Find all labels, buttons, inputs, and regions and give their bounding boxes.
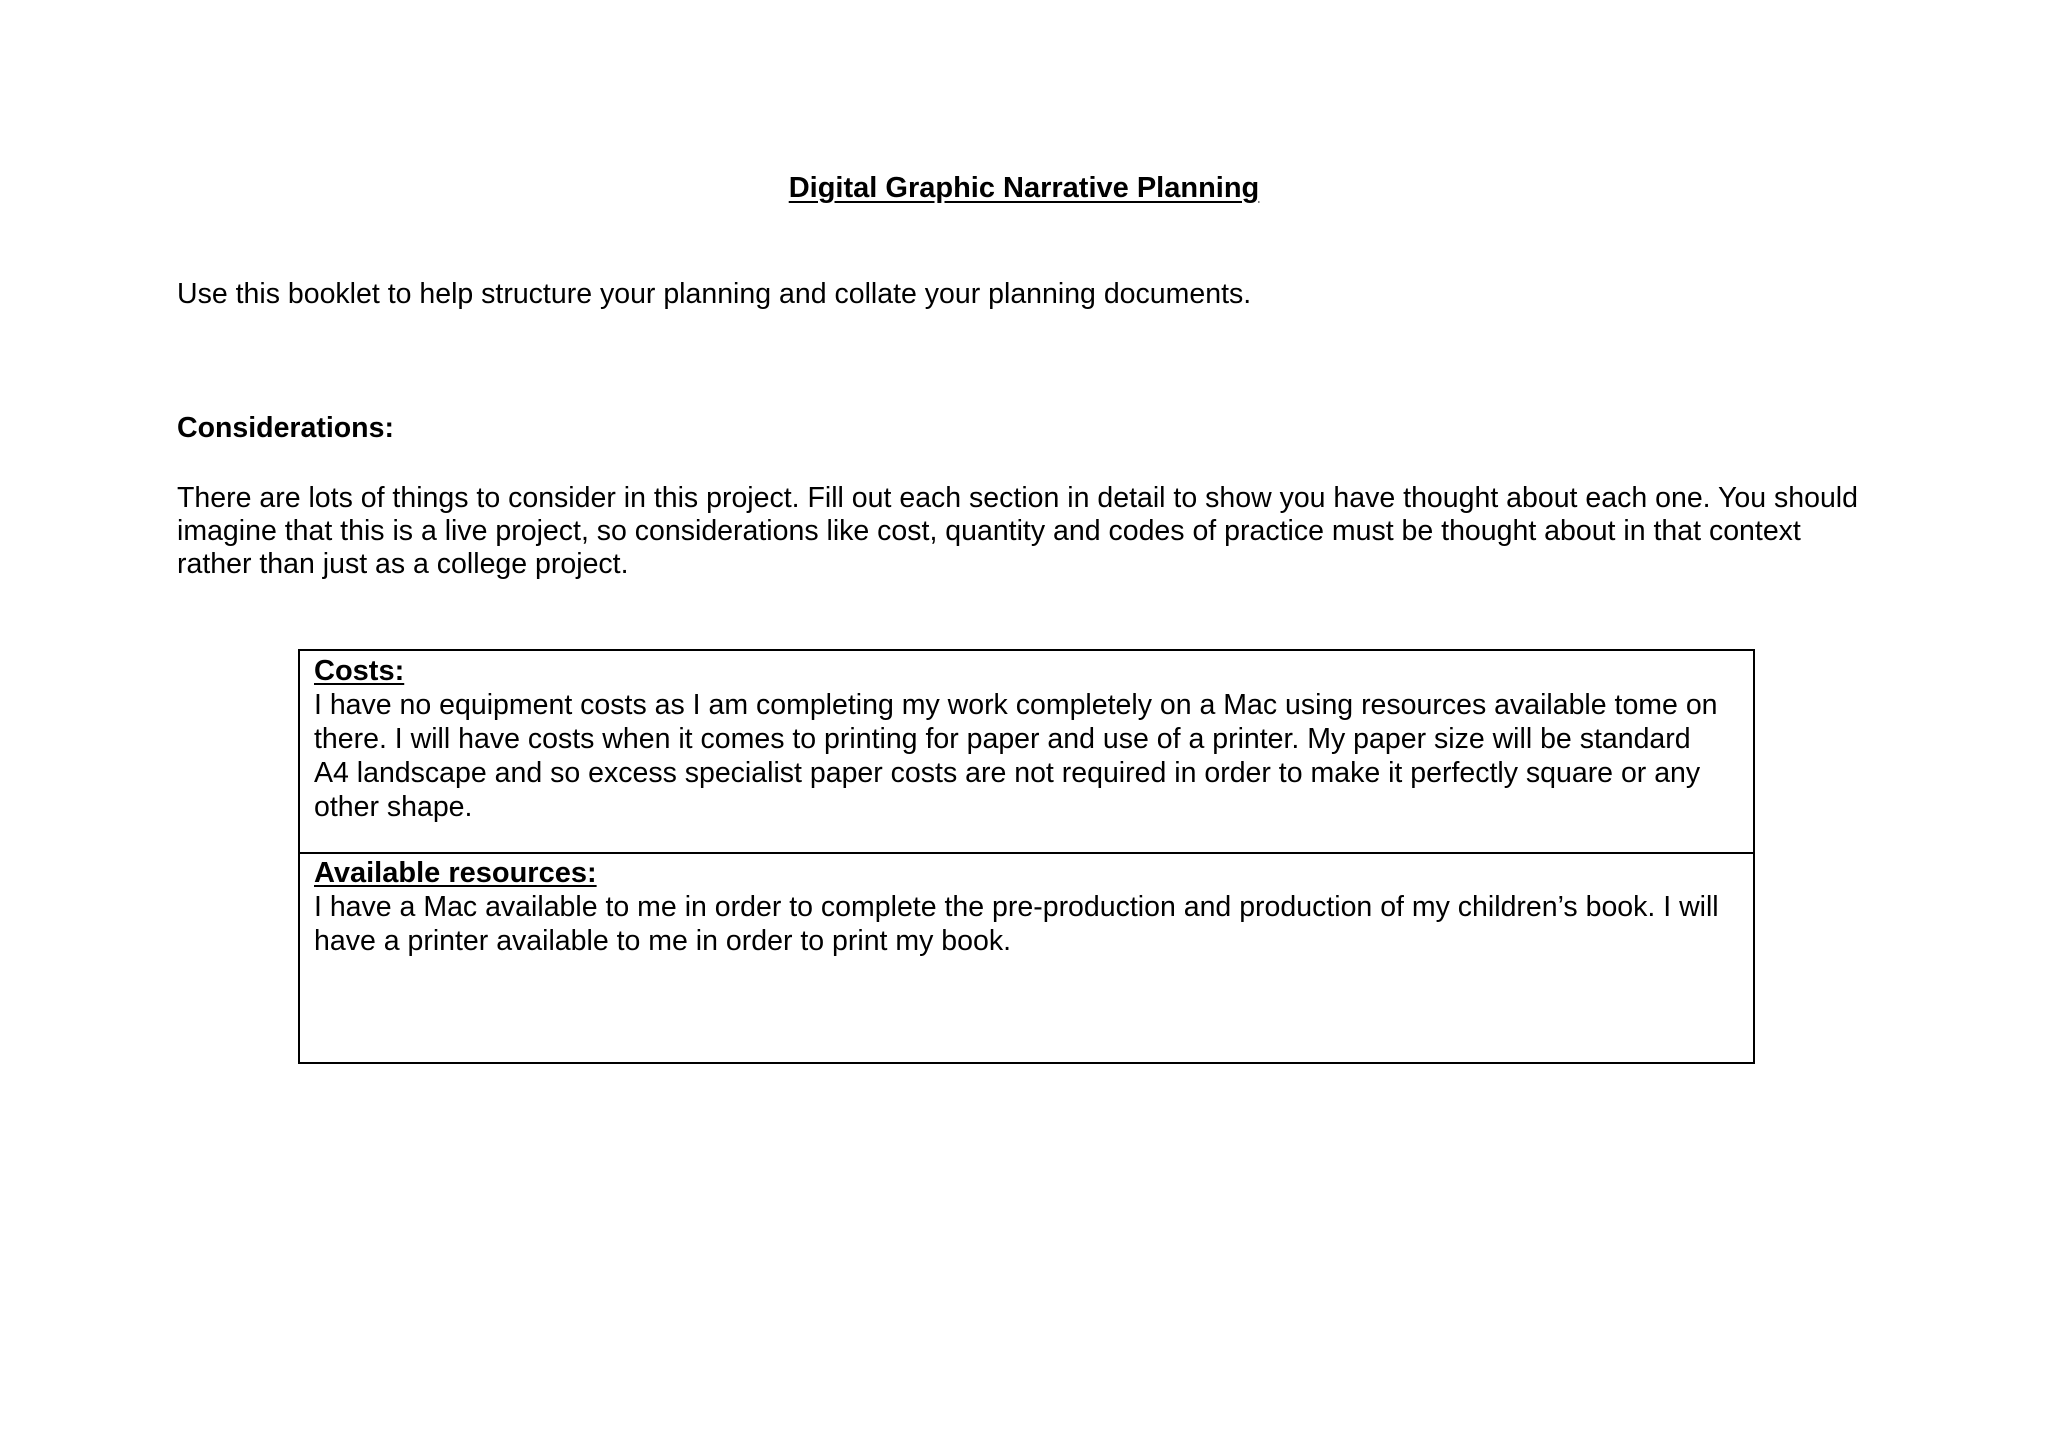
costs-cell bbox=[300, 651, 1753, 854]
page-title: Digital Graphic Narrative Planning bbox=[788, 172, 1260, 204]
available-resources-text: I have a Mac available to me in order to complete the pre-production and production of my children’s book. I will have a printer available to me in order to print my book. bbox=[314, 891, 1719, 957]
available-resources-cell bbox=[300, 854, 1753, 1062]
available-resources-heading: Available resources: bbox=[314, 857, 597, 889]
planning-table bbox=[298, 649, 1755, 1064]
considerations-text: There are lots of things to consider in this project. Fill out each section in detail to show you have thought about each one. You should imagine that this is a live project, so considerations like cost, quantity and codes of practice must be thought about in that context rather than just as a college project. bbox=[177, 482, 1858, 580]
intro-text: Use this booklet to help structure your planning and collate your planning documents. bbox=[177, 278, 1252, 310]
costs-heading: Costs: bbox=[314, 655, 405, 687]
costs-text: I have no equipment costs as I am completing my work completely on a Mac using resources available tome on there. I will have costs when it comes to printing for paper and use of a printer. My paper size will be standard A4 landscape and so excess specialist paper costs are not required in order to make it perfectly square or any other shape. bbox=[314, 689, 1718, 823]
considerations-heading: Considerations: bbox=[177, 412, 394, 444]
